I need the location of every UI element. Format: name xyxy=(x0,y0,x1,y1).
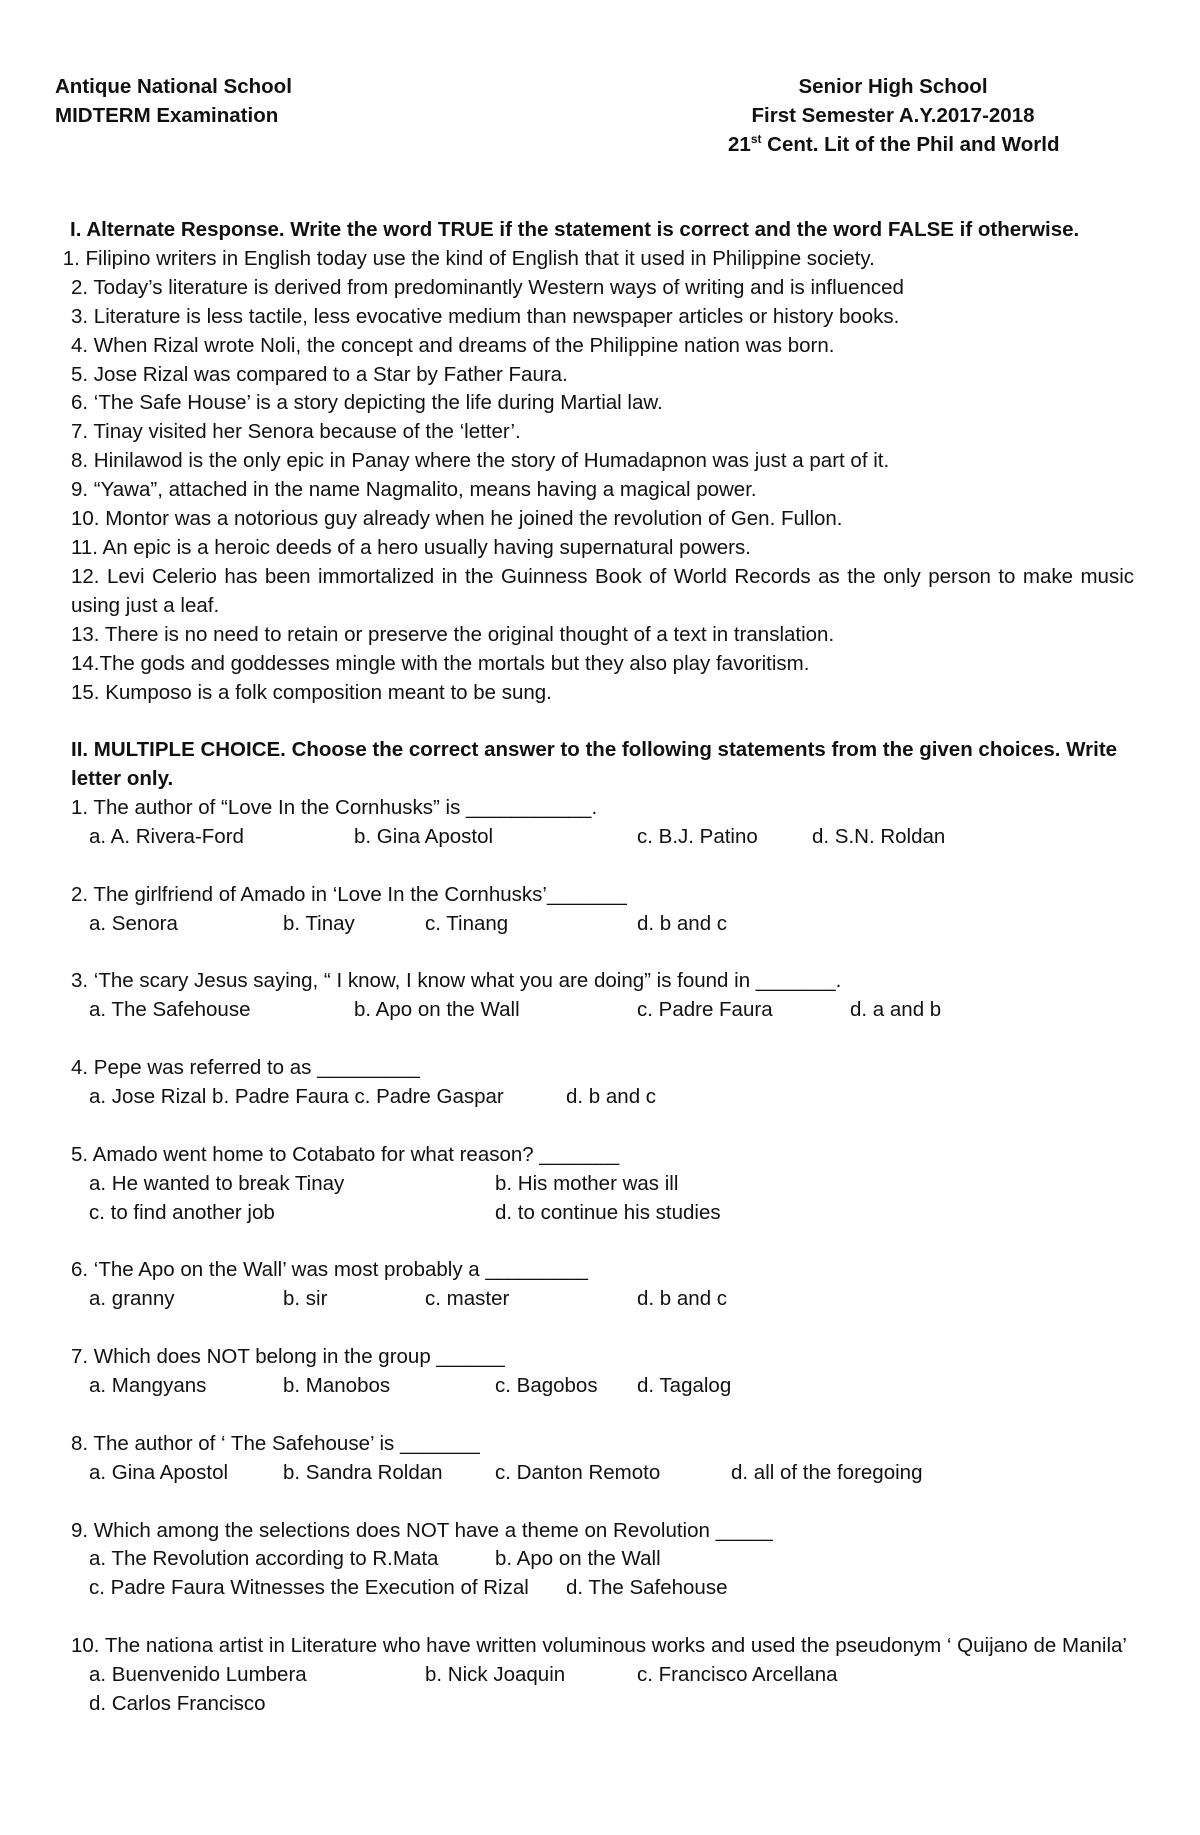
choice-c: c. master xyxy=(425,1287,510,1311)
mc-question: 5. Amado went home to Cotabato for what reason? _______ xyxy=(71,1142,620,1166)
choice-b: b. His mother was ill xyxy=(495,1171,679,1195)
choice-a: a. Senora xyxy=(89,911,178,935)
choice-a: a. Mangyans xyxy=(89,1374,207,1398)
choice-a: a. The Safehouse xyxy=(89,998,251,1022)
choice-b: b. Apo on the Wall xyxy=(495,1547,661,1571)
choice-c: c. Padre Faura Witnesses the Execution of Rizal xyxy=(89,1576,529,1600)
mc-question: 3. ‘The scary Jesus saying, “ I know, I know what you are doing” is found in _______. xyxy=(71,969,842,993)
mc-question: 10. The nationa artist in Literature who have written voluminous works and used the pseudonym ‘ Quijano de Manila’ xyxy=(71,1634,1127,1658)
mc-choices xyxy=(71,1574,1134,1603)
choice-a: a. A. Rivera-Ford xyxy=(89,825,244,849)
choice-b: b. Gina Apostol xyxy=(354,825,494,849)
tf-item: 5. Jose Rizal was compared to a Star by Father Faura. xyxy=(71,362,568,386)
choice-a: a. Buenvenido Lumbera xyxy=(89,1662,307,1686)
tf-item: 3. Literature is less tactile, less evocative medium than newspaper articles or history books. xyxy=(71,304,900,328)
choice-d: d. S.N. Roldan xyxy=(812,825,946,849)
choice-d: d. b and c xyxy=(637,1287,728,1311)
mc-choices xyxy=(71,823,1134,852)
mc-choices xyxy=(71,1690,1134,1719)
choice-c: c. Francisco Arcellana xyxy=(637,1662,838,1686)
section-1-items xyxy=(57,245,1134,708)
mc-question: 7. Which does NOT belong in the group ______ xyxy=(71,1345,505,1369)
mc-question: 9. Which among the selections does NOT have a theme on Revolution _____ xyxy=(71,1518,773,1542)
section-1-title: I. Alternate Response. Write the word TRUE if the statement is correct and the word FALSE if otherwise. xyxy=(70,218,1080,241)
mc-choices xyxy=(71,1372,1134,1401)
tf-item: 7. Tinay visited her Senora because of the ‘letter’. xyxy=(71,420,521,444)
tf-item: 10. Montor was a notorious guy already when he joined the revolution of Gen. Fullon. xyxy=(71,507,843,531)
section-2-title: II. MULTIPLE CHOICE. Choose the correct answer to the following statements from the given choices. Write letter only. xyxy=(71,738,1118,791)
choice-b: b. Apo on the Wall xyxy=(354,998,520,1022)
mc-choices xyxy=(71,1170,1134,1199)
course-title xyxy=(728,130,1058,159)
mc-question: 1. The author of “Love In the Cornhusks” is ___________. xyxy=(71,796,598,820)
header-left xyxy=(55,72,292,130)
mc-choices xyxy=(71,1285,1134,1314)
tf-item: 8. Hinilawod is the only epic in Panay where the story of Humadapnon was just a part of it. xyxy=(71,449,890,473)
mc-question: 4. Pepe was referred to as _________ xyxy=(71,1056,420,1080)
tf-item: 15. Kumposo is a folk composition meant to be sung. xyxy=(71,680,552,704)
choice-b: b. Tinay xyxy=(283,911,355,935)
tf-item: 4. When Rizal wrote Noli, the concept and dreams of the Philippine nation was born. xyxy=(71,333,835,357)
exam-content xyxy=(57,216,1134,1719)
choice-d: d. b and c xyxy=(637,911,728,935)
tf-item: 11. An epic is a heroic deeds of a hero usually having supernatural powers. xyxy=(71,535,751,559)
choice-c: c. to find another job xyxy=(89,1200,275,1224)
choice-a: a. Gina Apostol xyxy=(89,1460,229,1484)
choice-d: d. Carlos Francisco xyxy=(89,1691,266,1715)
mc-choices xyxy=(71,1661,1134,1690)
choice-c: c. Bagobos xyxy=(495,1374,598,1398)
mc-question: 2. The girlfriend of Amado in ‘Love In the Cornhusks’_______ xyxy=(71,882,627,906)
semester: First Semester A.Y.2017-2018 xyxy=(751,104,1035,127)
course-suffix: st xyxy=(750,132,762,147)
choice-abc: a. Jose Rizal b. Padre Faura c. Padre Gaspar xyxy=(89,1085,504,1109)
mc-choices xyxy=(71,1083,1134,1112)
choice-a: a. He wanted to break Tinay xyxy=(89,1171,345,1195)
choice-b: b. Nick Joaquin xyxy=(425,1662,566,1686)
choice-d: d. all of the foregoing xyxy=(731,1460,923,1484)
tf-item: 14.The gods and goddesses mingle with the mortals but they also play favoritism. xyxy=(71,651,810,675)
school-name: Antique National School xyxy=(55,75,292,98)
tf-item: 1. Filipino writers in English today use the kind of English that it used in Philippine society. xyxy=(57,246,875,270)
mc-question: 8. The author of ‘ The Safehouse’ is _______ xyxy=(71,1431,480,1455)
tf-item: 13. There is no need to retain or preserve the original thought of a text in translation. xyxy=(71,622,835,646)
choice-d: d. The Safehouse xyxy=(566,1576,728,1600)
header-right xyxy=(728,72,1058,159)
choice-b: b. Sandra Roldan xyxy=(283,1460,443,1484)
choice-b: b. Manobos xyxy=(283,1374,391,1398)
school-level: Senior High School xyxy=(798,75,988,98)
choice-a: a. granny xyxy=(89,1287,175,1311)
choice-d: d. b and c xyxy=(566,1085,657,1109)
choice-d: d. Tagalog xyxy=(637,1374,732,1398)
tf-item: 6. ‘The Safe House’ is a story depicting the life during Martial law. xyxy=(71,391,663,415)
tf-item: 2. Today’s literature is derived from predominantly Western ways of writing and is influenced xyxy=(71,275,904,299)
mc-choices xyxy=(71,1545,1134,1574)
choice-c: c. B.J. Patino xyxy=(637,825,758,849)
course-name: Cent. Lit of the Phil and World xyxy=(761,133,1060,156)
choice-c: c. Danton Remoto xyxy=(495,1460,661,1484)
exam-title: MIDTERM Examination xyxy=(55,104,279,127)
choice-c: c. Padre Faura xyxy=(637,998,773,1022)
tf-item: 9. “Yawa”, attached in the name Nagmalito, means having a magical power. xyxy=(71,478,757,502)
mc-choices xyxy=(71,1459,1134,1488)
choice-b: b. sir xyxy=(283,1287,328,1311)
choice-a: a. The Revolution according to R.Mata xyxy=(89,1547,439,1571)
choice-c: c. Tinang xyxy=(425,911,509,935)
mc-choices xyxy=(71,996,1134,1025)
choice-d: d. to continue his studies xyxy=(495,1200,721,1224)
mc-question: 6. ‘The Apo on the Wall’ was most probably a _________ xyxy=(71,1258,588,1282)
mc-choices xyxy=(71,910,1134,939)
mc-choices xyxy=(71,1199,1134,1228)
tf-item: 12. Levi Celerio has been immortalized in the Guinness Book of World Records as the only person to make music using just a leaf. xyxy=(71,564,1134,617)
choice-d: d. a and b xyxy=(850,998,942,1022)
course-number: 21 xyxy=(728,133,751,156)
